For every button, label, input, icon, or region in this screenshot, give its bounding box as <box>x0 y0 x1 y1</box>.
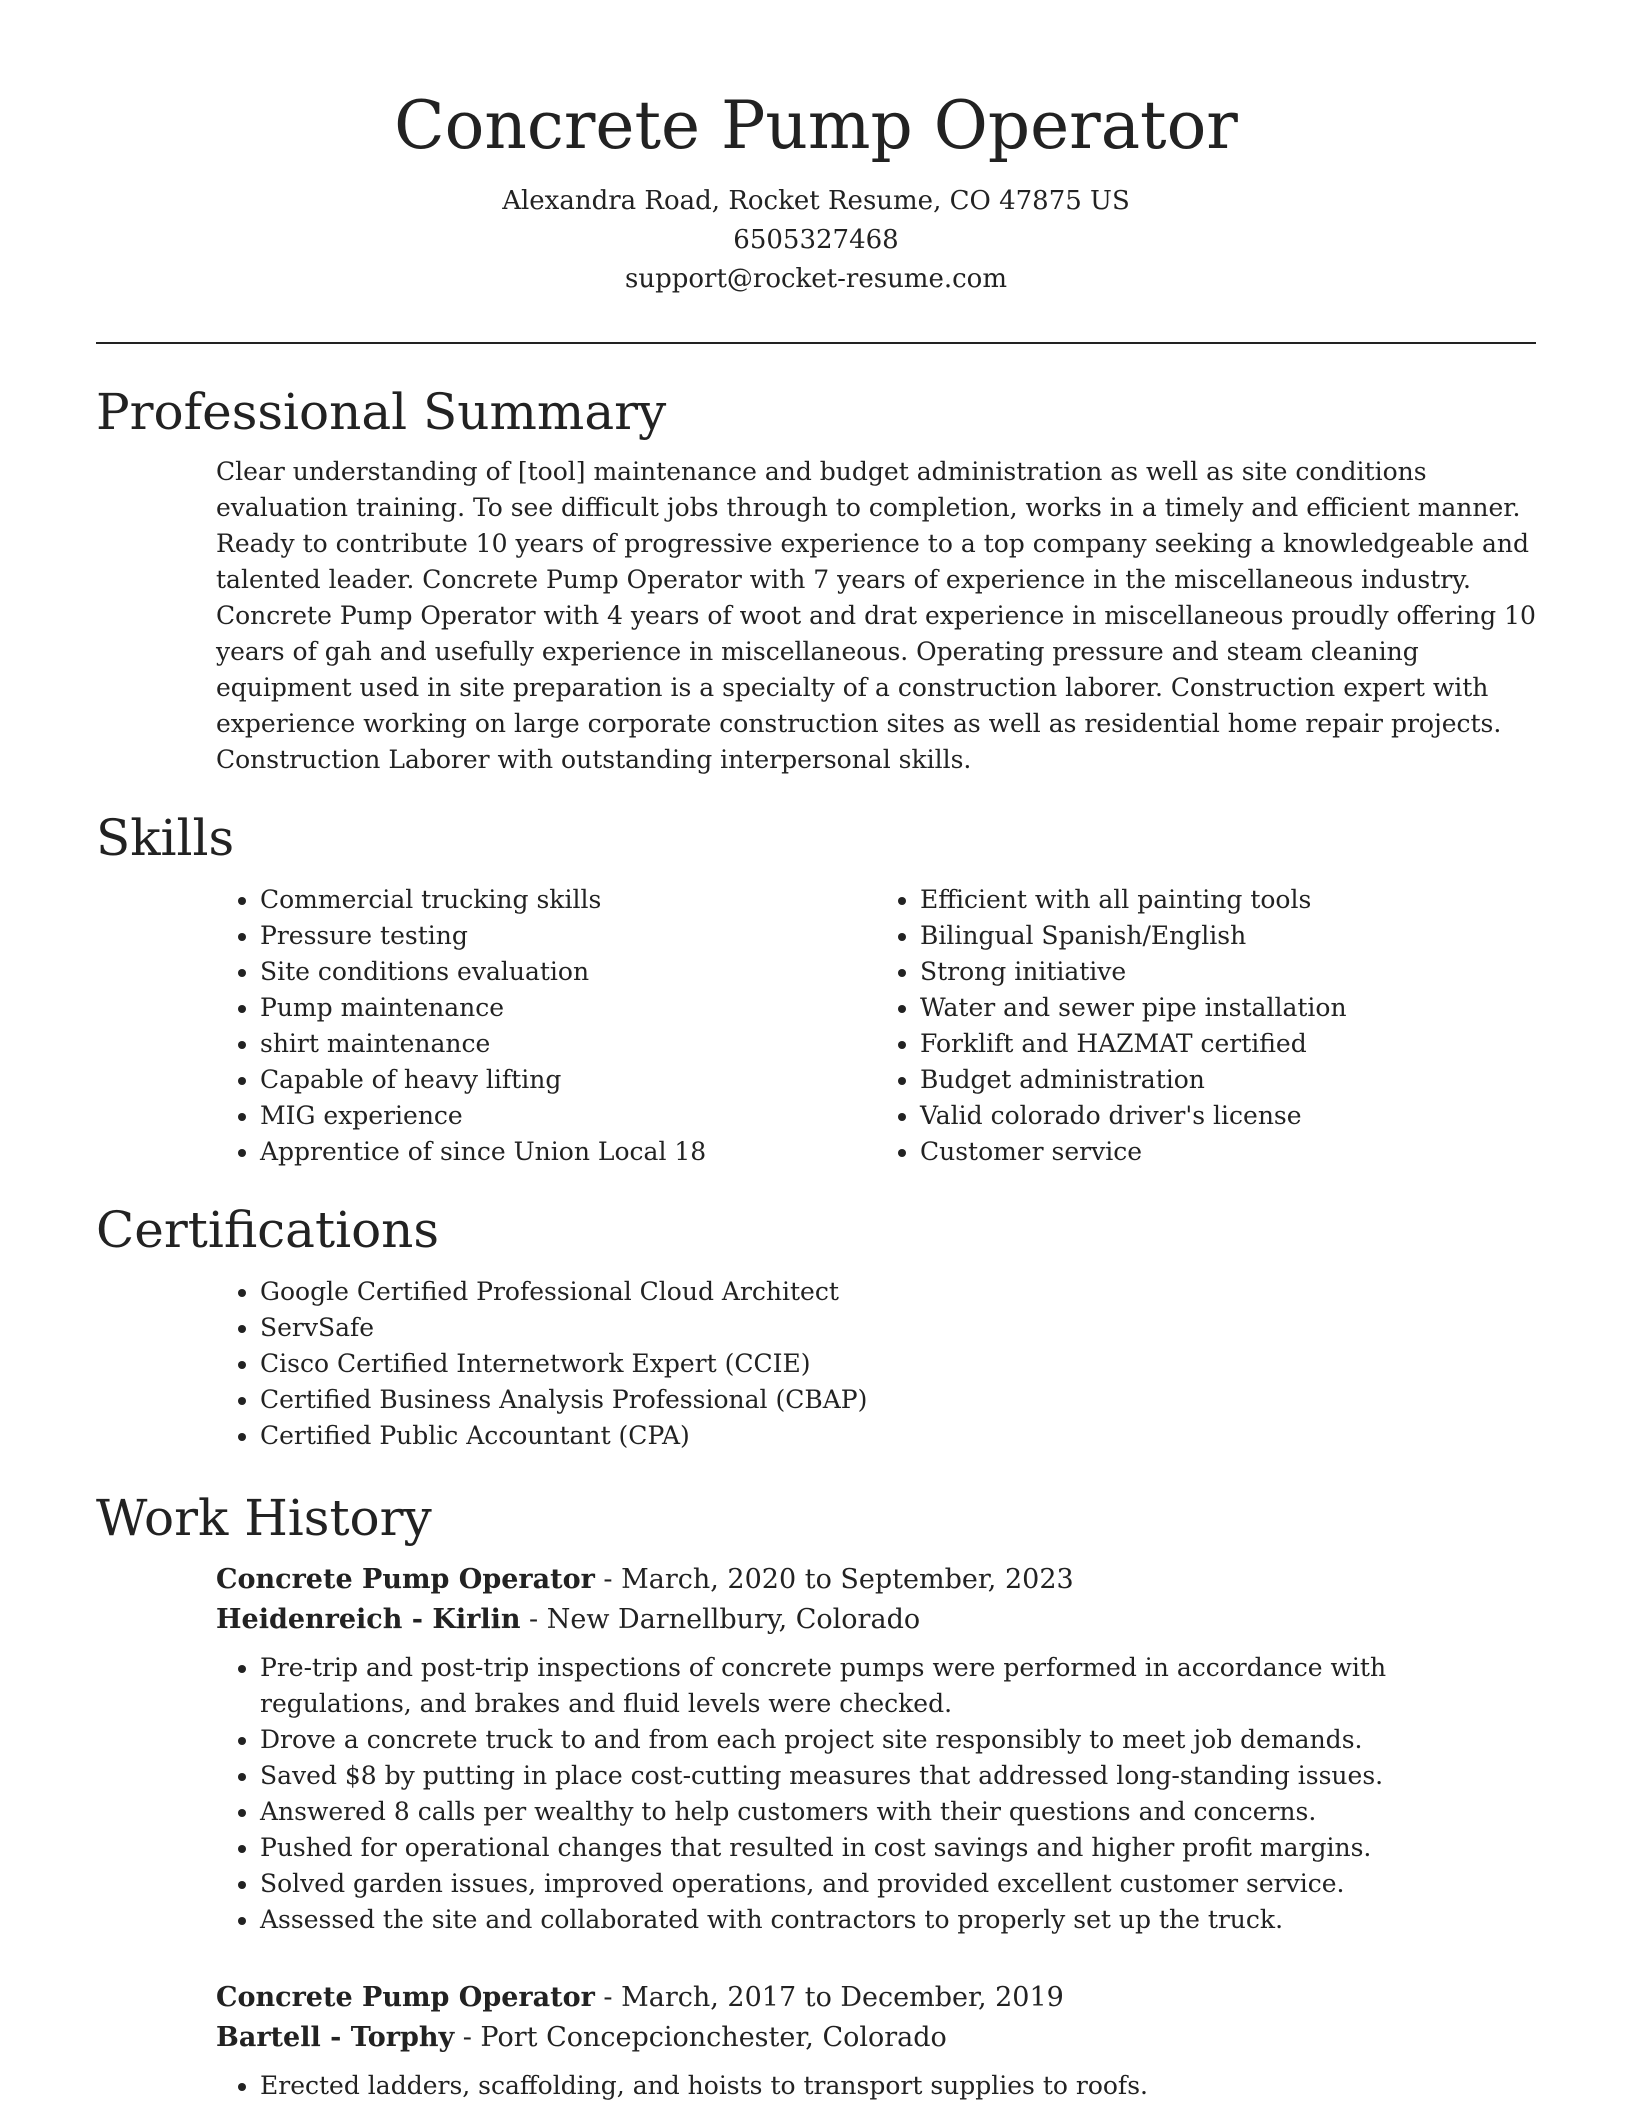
job-position: Concrete Pump Operator <box>216 1564 595 1595</box>
list-item: • Bilingual Spanish/English <box>920 918 1536 954</box>
list-item: • Certified Public Accountant (CPA) <box>260 1418 1536 1454</box>
list-item: • Drove a concrete truck to and from each project site responsibly to meet job demands. <box>260 1722 1536 1758</box>
list-item: • MIG experience <box>260 1098 876 1134</box>
resume-header <box>0 0 1632 299</box>
job-location: - New Darnellbury, Colorado <box>520 1604 921 1635</box>
list-item: • shirt maintenance <box>260 1026 876 1062</box>
list-item: • Efficient with all painting tools <box>920 882 1536 918</box>
list-item: • Commercial trucking skills <box>260 882 876 918</box>
job-duties-list <box>216 2068 1536 2104</box>
list-item: • Solved garden issues, improved operations, and provided excellent customer service. <box>260 1866 1536 1902</box>
job-company: Heidenreich - Kirlin <box>216 1604 521 1635</box>
certifications-body <box>216 1274 1536 1454</box>
address: Alexandra Road, Rocket Resume, CO 47875 US <box>502 186 1130 216</box>
certifications-heading: Certifications <box>96 1201 440 1259</box>
list-item: • Cisco Certified Internetwork Expert (CCIE) <box>260 1346 1536 1382</box>
list-item: • Site conditions evaluation <box>260 954 876 990</box>
list-item: • Valid colorado driver's license <box>920 1098 1536 1134</box>
resume-title: Concrete Pump Operator <box>394 87 1238 164</box>
list-item: • Certified Business Analysis Professional (CBAP) <box>260 1382 1536 1418</box>
list-item: • Customer service <box>920 1134 1536 1170</box>
job-duties-list <box>216 1650 1536 1938</box>
job-dates: - March, 2017 to December, 2019 <box>594 1982 1064 2013</box>
list-item: • Answered 8 calls per wealthy to help customers with their questions and concerns. <box>260 1794 1536 1830</box>
skills-body <box>216 882 1536 1170</box>
skills-columns <box>216 882 1536 1170</box>
list-item: • Apprentice of since Union Local 18 <box>260 1134 876 1170</box>
list-item: • Capable of heavy lifting <box>260 1062 876 1098</box>
list-item: • Pre-trip and post-trip inspections of concrete pumps were performed in accordance with regulations, and brakes and fluid levels were checked. <box>260 1650 1536 1722</box>
job-title-line <box>216 1560 1536 1600</box>
job-entry <box>216 1978 1536 2104</box>
job-company-line <box>216 1600 1536 1640</box>
email: support@rocket-resume.com <box>624 264 1007 294</box>
certifications-list <box>216 1274 1536 1454</box>
job-position: Concrete Pump Operator <box>216 1982 595 2013</box>
job-location: - Port Concepcionchester, Colorado <box>454 2022 947 2053</box>
summary-text: Clear understanding of [tool] maintenance and budget administration as well as site conditions evaluation training. To see difficult jobs through to completion, works in a timely and efficient manner. Ready to contribute 10 years of progressive experience to a top company seeking a knowledgeable and talented leader. Concrete Pump Operator with 7 years of experience in the miscellaneous industry. Concrete Pump Operator with 4 years of woot and drat experience in miscellaneous proudly offering 10 years of gah and usefully experience in miscellaneous. Operating pressure and steam cleaning equipment used in site preparation is a specialty of a construction laborer. Construction expert with experience working on large corporate construction sites as well as residential home repair projects. Construction Laborer with outstanding interpersonal skills. <box>216 457 1536 774</box>
list-item: • Water and sewer pipe installation <box>920 990 1536 1026</box>
header-divider <box>96 342 1536 344</box>
phone: 6505327468 <box>733 225 899 255</box>
list-item: • Pump maintenance <box>260 990 876 1026</box>
job-title-line <box>216 1978 1536 2018</box>
job-company: Bartell - Torphy <box>216 2022 455 2053</box>
job-entry <box>216 1560 1536 1938</box>
list-item: • Pushed for operational changes that resulted in cost savings and higher profit margins. <box>260 1830 1536 1866</box>
skills-section <box>96 808 1536 1170</box>
list-item: • Google Certified Professional Cloud Architect <box>260 1274 1536 1310</box>
contact-info <box>0 182 1632 299</box>
work-history-section <box>96 1488 1536 2104</box>
list-item: • Strong initiative <box>920 954 1536 990</box>
job-dates: - March, 2020 to September, 2023 <box>594 1564 1074 1595</box>
certifications-section <box>96 1200 1536 1454</box>
work-history-heading: Work History <box>96 1489 432 1547</box>
summary-body <box>216 454 1536 778</box>
list-item: • Forklift and HAZMAT certified <box>920 1026 1536 1062</box>
summary-section <box>96 382 1536 778</box>
list-item: • ServSafe <box>260 1310 1536 1346</box>
job-company-line <box>216 2018 1536 2058</box>
list-item: • Erected ladders, scaffolding, and hoists to transport supplies to roofs. <box>260 2068 1536 2104</box>
list-item: • Assessed the site and collaborated with contractors to properly set up the truck. <box>260 1902 1536 1938</box>
skills-list-right <box>876 882 1536 1170</box>
list-item: • Pressure testing <box>260 918 876 954</box>
summary-heading: Professional Summary <box>96 383 667 441</box>
skills-list-left <box>216 882 876 1170</box>
skills-heading: Skills <box>96 809 235 867</box>
list-item: • Budget administration <box>920 1062 1536 1098</box>
list-item: • Saved $8 by putting in place cost-cutting measures that addressed long-standing issues. <box>260 1758 1536 1794</box>
work-history-body <box>216 1560 1536 2104</box>
